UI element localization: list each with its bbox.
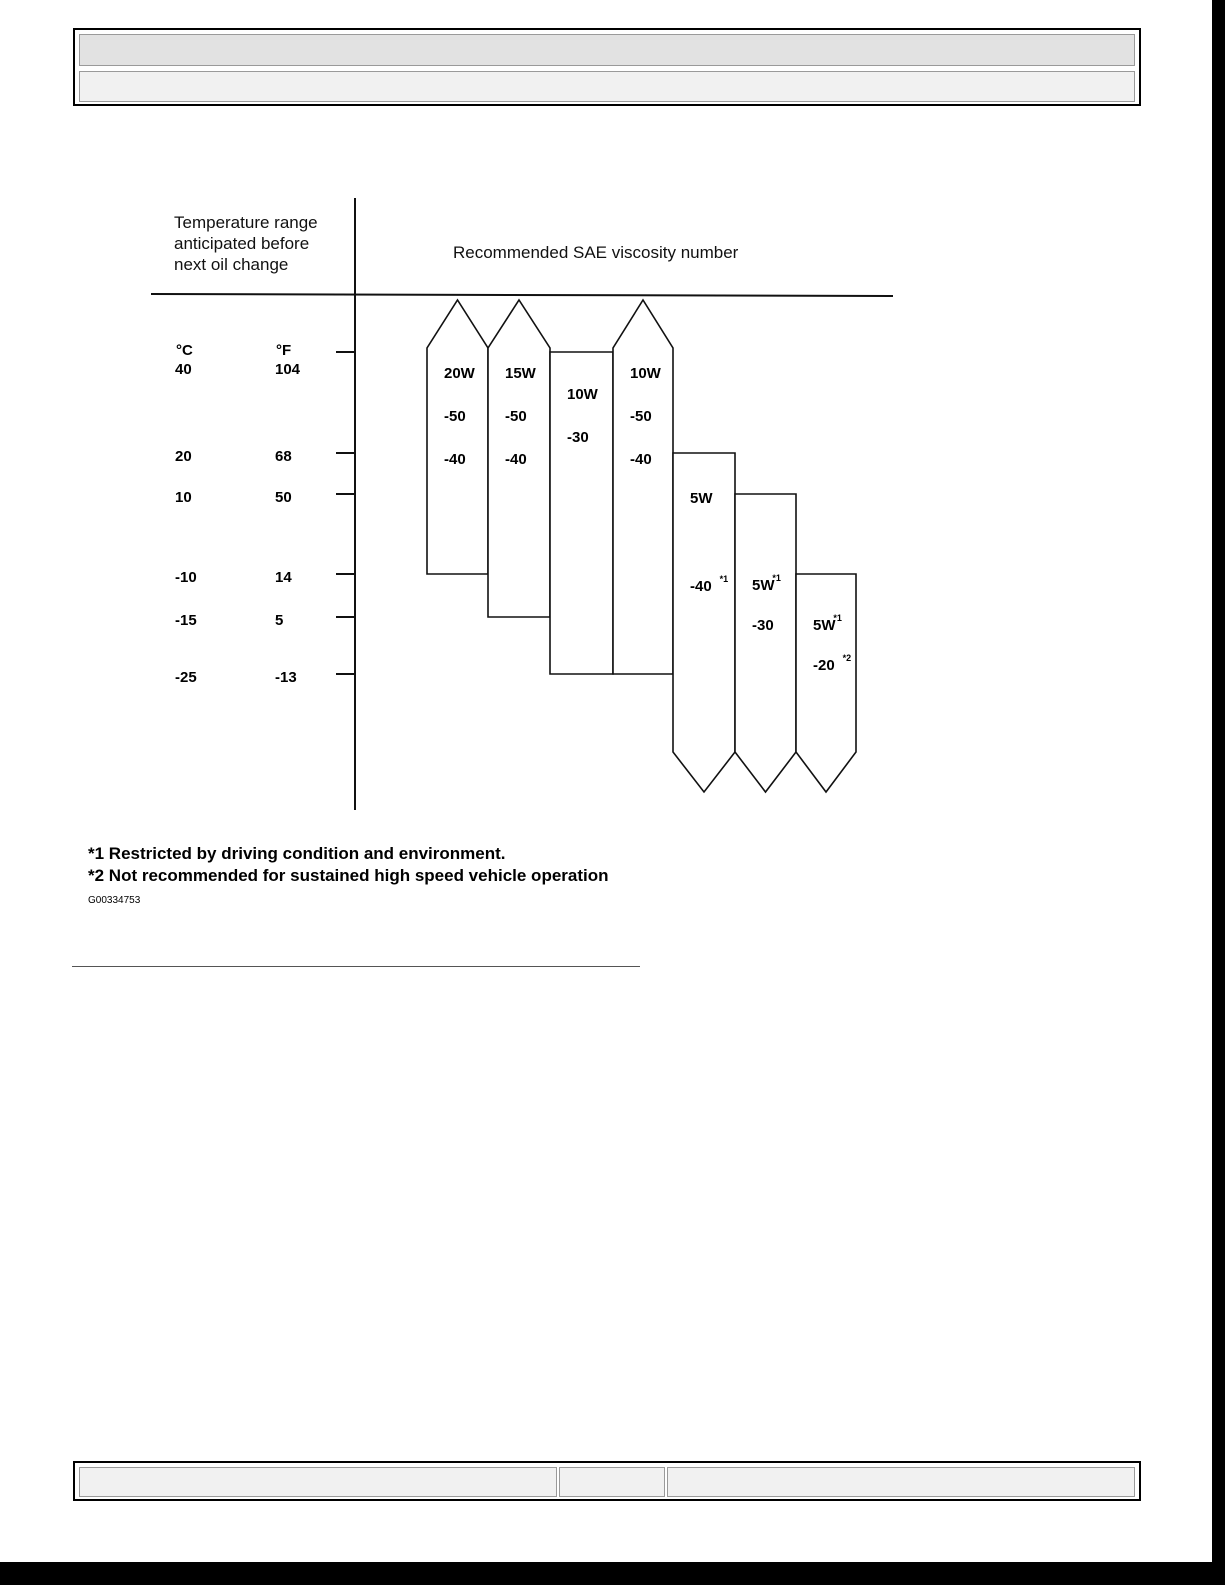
grade-label: -40: [444, 451, 466, 468]
viscosity-grade-bar: [427, 300, 488, 574]
viscosity-grade-bar: [796, 574, 856, 792]
fahrenheit-value: 14: [275, 569, 292, 586]
fahrenheit-value: -13: [275, 669, 297, 686]
footer-cell-middle: [559, 1467, 665, 1497]
celsius-value: 10: [175, 489, 192, 506]
grade-label: -40: [630, 451, 652, 468]
footnote-2: *2 Not recommended for sustained high speed vehicle operation: [88, 866, 609, 885]
fahrenheit-value: 5: [275, 612, 284, 629]
grade-label: 15W: [505, 365, 536, 382]
footer-box: [73, 1461, 1141, 1501]
celsius-unit-label: °C: [176, 342, 193, 359]
grade-label: -40: [505, 451, 527, 468]
footer-cell-left: [79, 1467, 557, 1497]
temp-range-header-line: Temperature range: [174, 213, 318, 232]
grade-label: 20W: [444, 365, 475, 382]
footer-cell-right: [667, 1467, 1135, 1497]
grade-label: -30: [567, 429, 589, 446]
header-rule: [151, 294, 893, 296]
grade-label: -50: [630, 408, 652, 425]
celsius-value: 20: [175, 448, 192, 465]
fahrenheit-value: 50: [275, 489, 292, 506]
fahrenheit-unit-label: °F: [276, 342, 292, 359]
temp-range-header-line: next oil change: [174, 255, 289, 274]
grade-label: -50: [505, 408, 527, 425]
section-divider: [72, 966, 640, 967]
fahrenheit-value: 68: [275, 448, 292, 465]
grade-footnote-marker: *2: [842, 653, 852, 663]
figure-id: G00334753: [88, 895, 141, 906]
fahrenheit-value: 104: [275, 361, 301, 378]
viscosity-header: Recommended SAE viscosity number: [453, 243, 739, 262]
celsius-value: -10: [175, 569, 197, 586]
grade-footnote-marker: *1: [719, 574, 729, 584]
viscosity-grade-bar: [735, 494, 796, 792]
grade-label: -20: [813, 657, 835, 674]
grade-footnote-marker: *1: [772, 573, 781, 583]
grade-label: 10W: [567, 386, 598, 403]
grade-footnote-marker: *1: [833, 613, 842, 623]
temp-range-header-line: anticipated before: [174, 234, 310, 253]
grade-label: -30: [752, 617, 774, 634]
grade-label: 5W: [752, 577, 775, 594]
celsius-value: -15: [175, 612, 197, 629]
grade-label: 5W: [813, 617, 836, 634]
celsius-value: -25: [175, 669, 197, 686]
celsius-value: 40: [175, 361, 192, 378]
footnote-1: *1 Restricted by driving condition and environment.: [88, 844, 506, 863]
grade-label: 5W: [690, 490, 713, 507]
grade-label: -50: [444, 408, 466, 425]
viscosity-grade-bar: [613, 300, 673, 674]
grade-label: -40: [690, 578, 712, 595]
grade-label: 10W: [630, 365, 661, 382]
